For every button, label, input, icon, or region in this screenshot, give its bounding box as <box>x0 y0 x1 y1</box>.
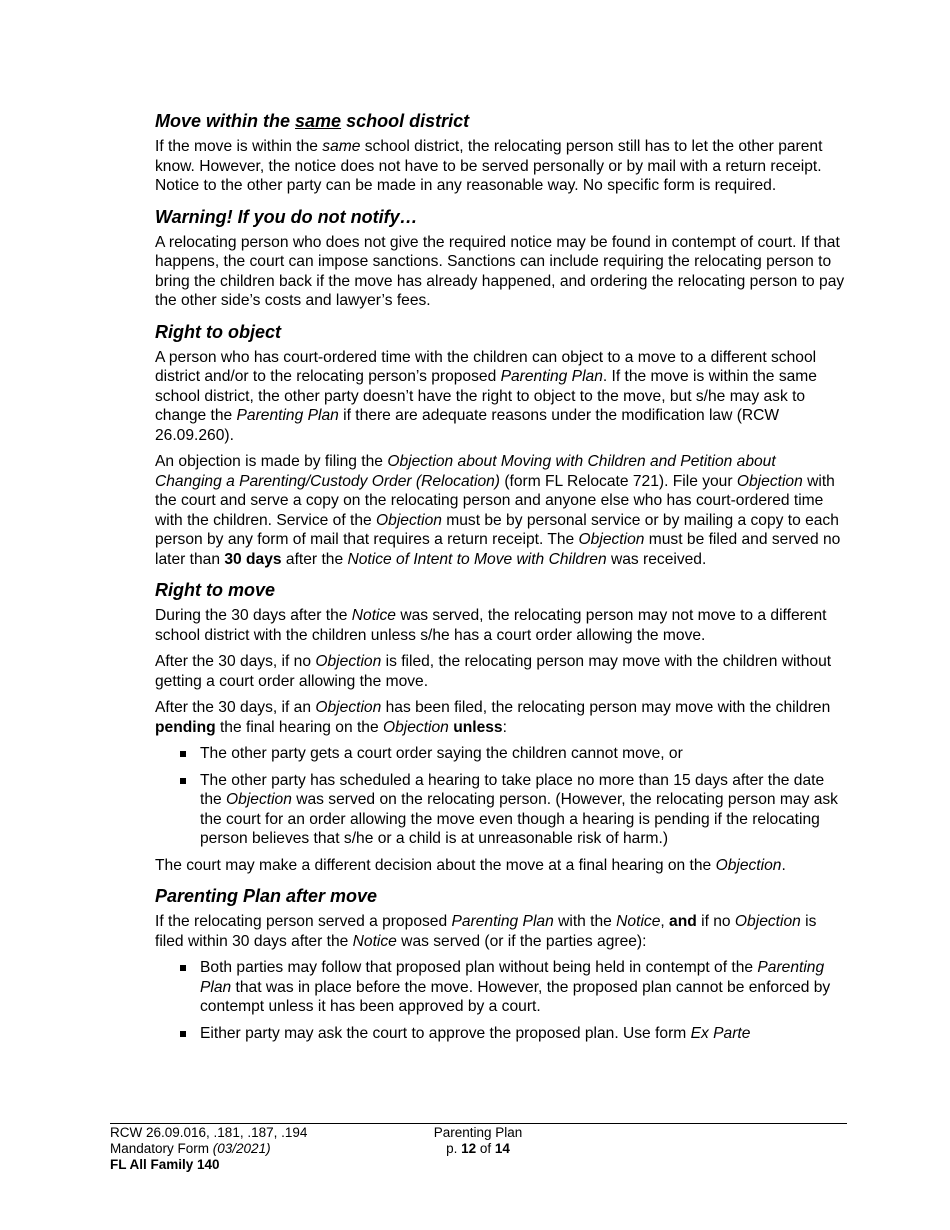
list-item: Either party may ask the court to approve the proposed plan. Use form Ex Parte <box>200 1024 845 1044</box>
paragraph-move-1: During the 30 days after the Notice was served, the relocating person may not move to a different school district with the children unless s/he has a court order allowing the move. <box>155 607 827 644</box>
page-footer <box>110 1123 847 1172</box>
footer-form-id: FL All Family 140 <box>110 1157 220 1172</box>
move-conditions-list <box>155 744 845 849</box>
paragraph-move-2: After the 30 days, if no Objection is filed, the relocating person may move with the children without getting a court order allowing the move. <box>155 653 832 690</box>
paragraph-object-1: A person who has court-ordered time with the children can object to a move to a different school district and/or to the relocating person’s proposed Parenting Plan. If the move is within the same school district, the other party doesn’t have the right to object to the move, but s/he may ask to change the Parenting Plan if there are adequate reasons under the modification law (RCW 26.09.260). <box>155 348 817 444</box>
footer-page-number: p. 12 of 14 <box>446 1141 510 1156</box>
paragraph-plan-1: If the relocating person served a proposed Parenting Plan with the Notice, and if no Objection is filed within 30 days after the Notice was served (or if the parties agree): <box>155 913 817 950</box>
heading-right-to-move: Right to move <box>155 580 275 600</box>
plan-list <box>155 958 845 1043</box>
footer-left <box>110 1125 307 1173</box>
heading-parenting-plan-after-move: Parenting Plan after move <box>155 886 378 906</box>
footer-mandatory: Mandatory Form (03/2021) <box>110 1141 271 1156</box>
paragraph-object-2: An objection is made by filing the Objection about Moving with Children and Petition about Changing a Parenting/Custody Order (Relocation) (form FL Relocate 721). File your Objection with the court and serve a copy on the relocating person and anyone else who has court-ordered time with the children. Service of the Objection must be by personal service or by mailing a copy to each person by any form of mail that requires a return receipt. The Objection must be filed and served no later than 30 days after the Notice of Intent to Move with Children was received. <box>155 453 841 568</box>
paragraph-move-3: After the 30 days, if an Objection has been filed, the relocating person may move with the children pending the final hearing on the Objection unless: <box>155 699 831 736</box>
list-item: The other party gets a court order saying the children cannot move, or <box>200 744 845 764</box>
document-body <box>155 110 845 1050</box>
paragraph-same-district: If the move is within the same school district, the relocating person still has to let the other parent know. However, the notice does not have to be served personally or by mail with a return receipt. Notice to the other party can be made in any reasonable way. No specific form is required. <box>155 138 823 194</box>
list-item: Both parties may follow that proposed plan without being held in contempt of the Parenting Plan that was in place before the move. However, the proposed plan cannot be enforced by contempt unless it has been approved by a court. <box>200 958 845 1017</box>
heading-right-to-object: Right to object <box>155 321 281 342</box>
footer-statute: RCW 26.09.016, .181, .187, .194 <box>110 1125 308 1140</box>
footer-center <box>428 1125 528 1157</box>
paragraph-warning: A relocating person who does not give the required notice may be found in contempt of court. If that happens, the court can impose sanctions. Sanctions can include requiring the relocating person to bring the children back if the move has already happened, and ordering the relocating person to pay the other side’s costs and lawyer’s fees. <box>155 233 845 309</box>
paragraph-move-4: The court may make a different decision about the move at a final hearing on the Objection. <box>155 856 786 874</box>
footer-title: Parenting Plan <box>433 1125 523 1140</box>
heading-warning: Warning! If you do not notify… <box>155 206 418 227</box>
list-item: The other party has scheduled a hearing to take place no more than 15 days after the date the Objection was served on the relocating person. (However, the relocating person may ask the court for an order allowing the move even though a hearing is pending if the relocating person believes that s/he or a child is at unreasonable risk of harm.) <box>200 771 845 849</box>
heading-same-school-district: Move within the same school district <box>155 111 470 131</box>
